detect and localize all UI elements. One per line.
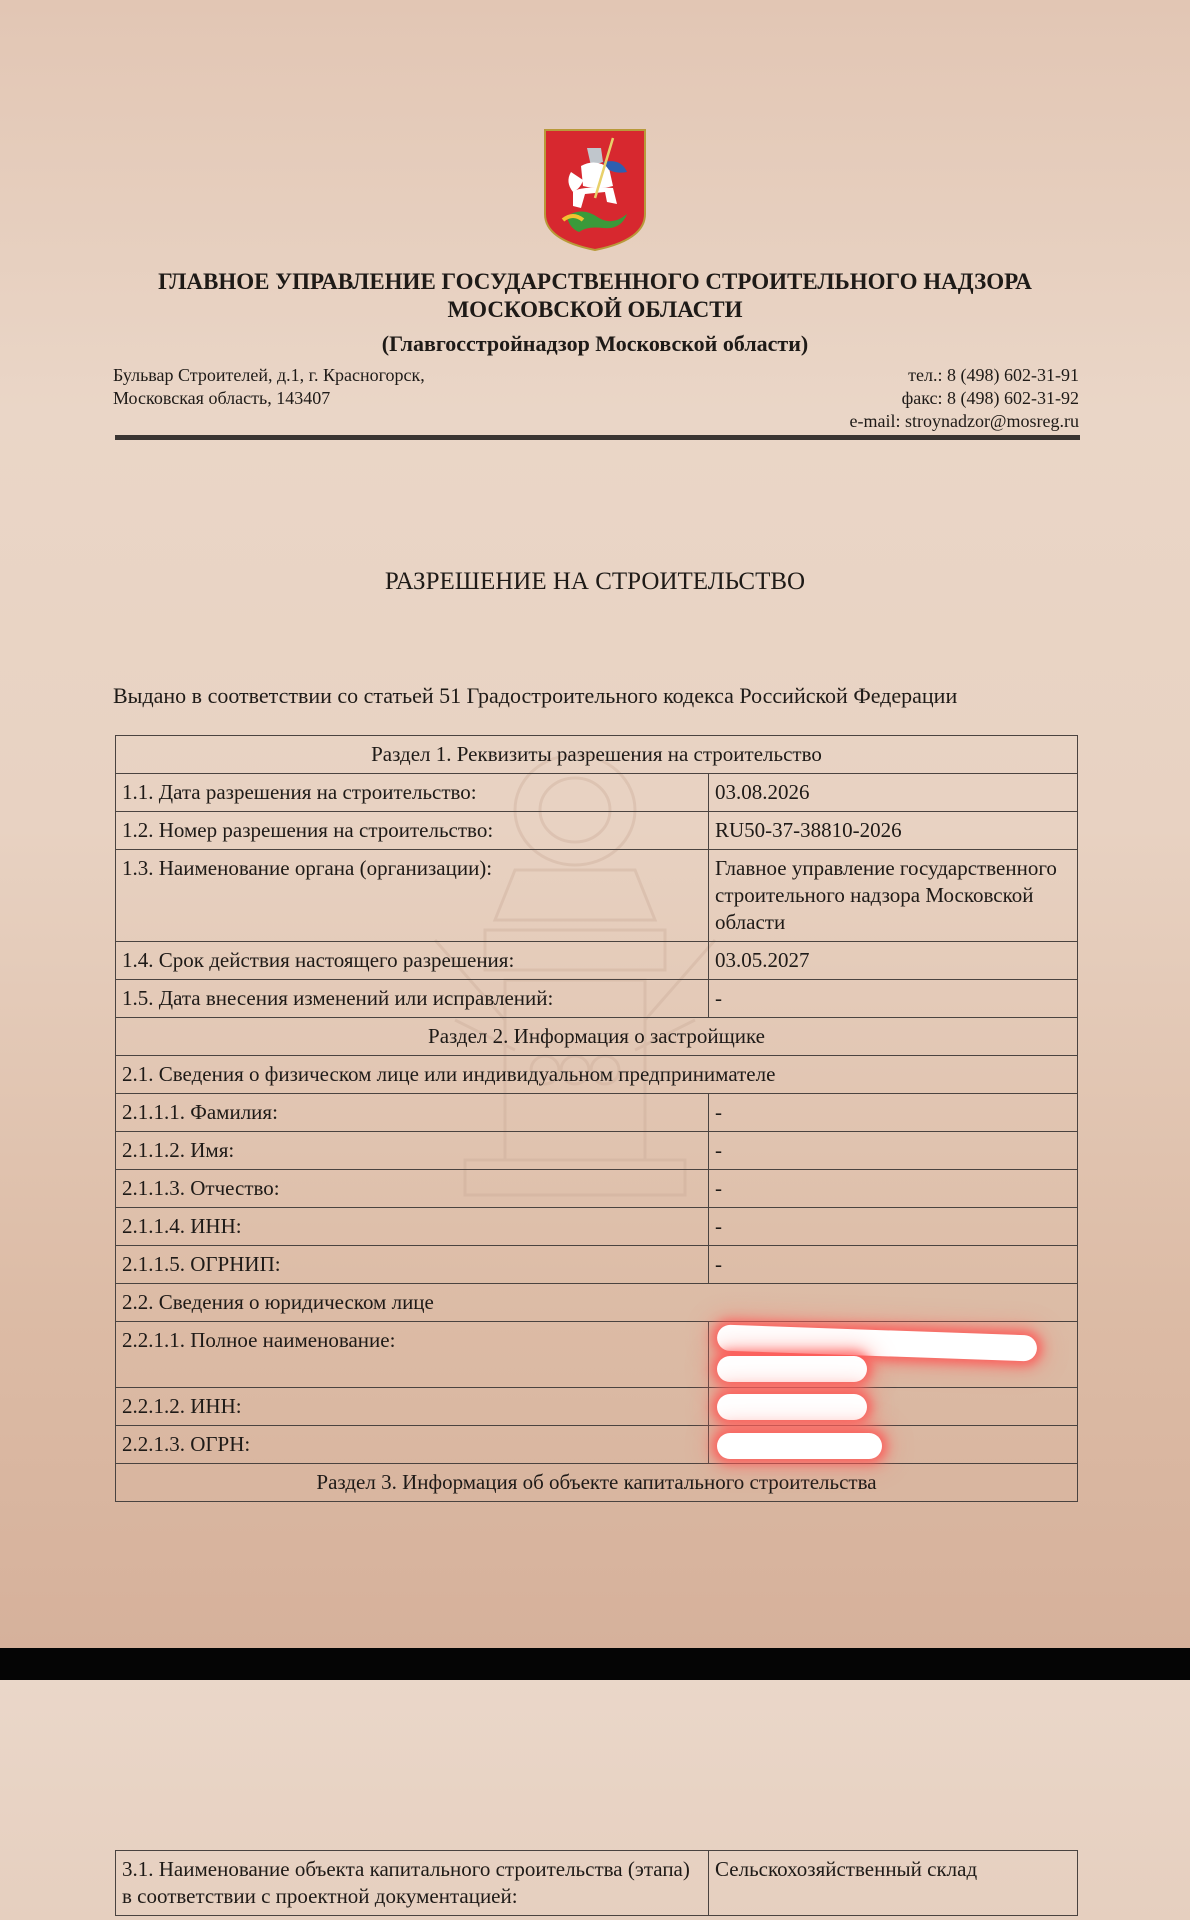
- row-value: 03.05.2027: [709, 942, 1078, 980]
- section2-header-row: [116, 1018, 1078, 1056]
- table-row: [116, 1132, 1078, 1170]
- section1-header-row: [116, 736, 1078, 774]
- row-label: 1.2. Номер разрешения на строительство:: [116, 812, 709, 850]
- row-value: -: [709, 980, 1078, 1018]
- row-label: 1.5. Дата внесения изменений или исправлений:: [116, 980, 709, 1018]
- redacted-value: [709, 1426, 1078, 1464]
- row-label: 1.1. Дата разрешения на строительство:: [116, 774, 709, 812]
- address-line1: Бульвар Строителей, д.1, г. Красногорск,: [113, 365, 425, 385]
- row-value: -: [709, 1132, 1078, 1170]
- table-row: [116, 1208, 1078, 1246]
- permit-table: [115, 735, 1078, 1502]
- row-label: 2.2.1.2. ИНН:: [116, 1388, 709, 1426]
- row-label: 2.1.1.1. Фамилия:: [116, 1094, 709, 1132]
- header-divider: [115, 435, 1080, 440]
- section2-title: Раздел 2. Информация о застройщике: [116, 1018, 1078, 1056]
- redacted-value: [709, 1388, 1078, 1426]
- table-row: [116, 812, 1078, 850]
- row-value: Главное управление государственного строительного надзора Московской области: [709, 850, 1078, 942]
- org-email: e-mail: stroynadzor@mosreg.ru: [849, 411, 1079, 431]
- table-row: [116, 1426, 1078, 1464]
- row-label: 1.4. Срок действия настоящего разрешения:: [116, 942, 709, 980]
- page-break-band: [0, 1648, 1190, 1680]
- table-row: [116, 1246, 1078, 1284]
- row-label: 2.1.1.4. ИНН:: [116, 1208, 709, 1246]
- subsection-2-1-title: 2.1. Сведения о физическом лице или индивидуальном предпринимателе: [116, 1056, 1078, 1094]
- subsection-row: [116, 1284, 1078, 1322]
- section3-header-row: [116, 1464, 1078, 1502]
- table-row: [116, 1322, 1078, 1388]
- row-label: 2.1.1.5. ОГРНИП:: [116, 1246, 709, 1284]
- table-row: [116, 774, 1078, 812]
- table-row: [116, 1094, 1078, 1132]
- table-row: [116, 1170, 1078, 1208]
- org-address: [113, 364, 425, 410]
- row-label: 1.3. Наименование органа (организации):: [116, 850, 709, 942]
- moscow-oblast-coat-of-arms-icon: [543, 128, 647, 252]
- redaction-mark: [717, 1394, 867, 1420]
- row-label: 2.1.1.2. Имя:: [116, 1132, 709, 1170]
- table-row: [116, 850, 1078, 942]
- row-label: 2.2.1.3. ОГРН:: [116, 1426, 709, 1464]
- address-line2: Московская область, 143407: [113, 388, 331, 408]
- row-value: -: [709, 1208, 1078, 1246]
- org-short-name: (Главгосстройнадзор Московской области): [381, 331, 809, 356]
- permit-page-2: [0, 1680, 1190, 1920]
- subsection-2-2-title: 2.2. Сведения о юридическом лице: [116, 1284, 1078, 1322]
- row-value: -: [709, 1094, 1078, 1132]
- org-title-line1: ГЛАВНОЕ УПРАВЛЕНИЕ ГОСУДАРСТВЕННОГО СТРОИТЕЛЬНОГО НАДЗОРА: [158, 269, 1032, 294]
- table-row: [116, 942, 1078, 980]
- table-row: [116, 1388, 1078, 1426]
- issued-basis: Выдано в соответствии со статьей 51 Градостроительного кодекса Российской Федерации: [113, 683, 958, 708]
- org-title-line2: МОСКОВСКОЙ ОБЛАСТИ: [447, 297, 743, 322]
- table-row: [116, 1851, 1078, 1916]
- row-label: 3.1. Наименование объекта капитального строительства (этапа) в соответствии с проектной документацией:: [116, 1851, 709, 1916]
- org-contacts: [849, 364, 1079, 433]
- table-row: [116, 980, 1078, 1018]
- org-fax: факс: 8 (498) 602-31-92: [901, 388, 1079, 408]
- redaction-mark: [717, 1433, 882, 1459]
- section3-title: Раздел 3. Информация об объекте капитального строительства: [116, 1464, 1078, 1502]
- subsection-row: [116, 1056, 1078, 1094]
- row-value: 03.08.2026: [709, 774, 1078, 812]
- permit-table-continued: [115, 1850, 1078, 1916]
- row-value: -: [709, 1170, 1078, 1208]
- row-value: Сельскохозяйственный склад: [709, 1851, 1078, 1916]
- row-label: 2.2.1.1. Полное наименование:: [116, 1322, 709, 1388]
- row-label: 2.1.1.3. Отчество:: [116, 1170, 709, 1208]
- document-title: РАЗРЕШЕНИЕ НА СТРОИТЕЛЬСТВО: [384, 568, 806, 595]
- redaction-mark: [717, 1356, 867, 1382]
- redacted-value: [709, 1322, 1078, 1388]
- org-phone: тел.: 8 (498) 602-31-91: [908, 365, 1079, 385]
- org-title: [100, 268, 1090, 324]
- row-value: RU50-37-38810-2026: [709, 812, 1078, 850]
- row-value: -: [709, 1246, 1078, 1284]
- section1-title: Раздел 1. Реквизиты разрешения на строительство: [116, 736, 1078, 774]
